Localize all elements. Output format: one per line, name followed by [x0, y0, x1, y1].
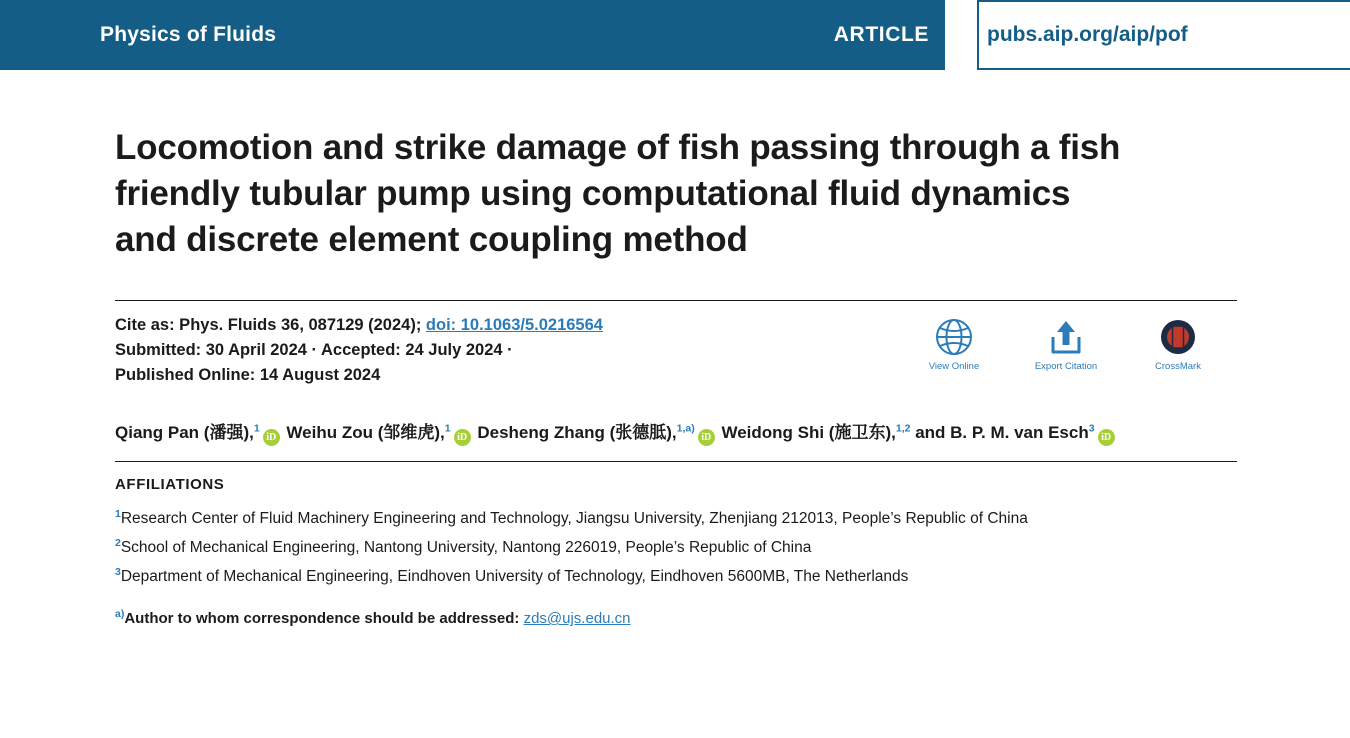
- export-citation-action[interactable]: [1029, 315, 1103, 373]
- affiliations-heading: AFFILIATIONS: [115, 475, 225, 493]
- affiliation-text: Department of Mechanical Engineering, Eindhoven University of Technology, Eindhoven 5600MB, The Netherlands: [120, 568, 909, 586]
- author-affil-marker: 1,2: [895, 422, 911, 434]
- affiliation-number: 2: [115, 536, 121, 549]
- divider-authors: [115, 461, 1237, 462]
- citation-pages: , 087129 (2024);: [299, 316, 426, 334]
- crossmark-action[interactable]: [1141, 315, 1215, 373]
- doi-link[interactable]: doi: 10.1063/5.0216564: [425, 316, 603, 334]
- affiliation-number: 3: [115, 565, 121, 578]
- crossmark-label: CrossMark: [1155, 361, 1201, 372]
- orcid-icon[interactable]: iD: [698, 429, 715, 446]
- orcid-icon[interactable]: iD: [454, 429, 471, 446]
- author-name[interactable]: Desheng Zhang (张德胝),: [477, 422, 677, 442]
- citation-line-3: Published Online: 14 August 2024: [115, 366, 381, 384]
- author-name[interactable]: Weidong Shi (施卫东),: [721, 422, 896, 442]
- author-affil-marker: 1: [253, 422, 260, 434]
- author-name[interactable]: Qiang Pan (潘强),: [115, 422, 254, 442]
- citation-line-2: Submitted: 30 April 2024 · Accepted: 24 July 2024 ·: [115, 341, 513, 359]
- correspondence-note: [115, 608, 1237, 627]
- crossmark-icon: [1141, 315, 1215, 359]
- publisher-url-box[interactable]: [977, 0, 1350, 70]
- citation-row: [115, 313, 1237, 388]
- orcid-icon[interactable]: iD: [263, 429, 280, 446]
- author-affil-marker: 1: [444, 422, 451, 434]
- citation-volume: 36: [280, 316, 300, 334]
- orcid-icon[interactable]: iD: [1098, 429, 1115, 446]
- affiliation-number: 1: [115, 507, 121, 520]
- affiliation-text: School of Mechanical Engineering, Nantong University, Nantong 226019, People’s Republic of China: [120, 538, 812, 556]
- author-entry[interactable]: [721, 423, 910, 442]
- export-citation-icon: [1029, 315, 1103, 359]
- globe-icon: [917, 315, 991, 359]
- author-entry[interactable]: [477, 423, 694, 442]
- author-affil-marker: 1,a): [676, 422, 695, 434]
- article-actions: [917, 315, 1237, 373]
- author-name[interactable]: and B. P. M. van Esch: [915, 422, 1089, 442]
- divider-top: [115, 300, 1237, 301]
- article-type-label: ARTICLE: [833, 23, 929, 46]
- journal-name: Physics of Fluids: [100, 23, 277, 46]
- correspondence-email-link[interactable]: zds@ujs.edu.cn: [523, 610, 631, 628]
- citation-line-1: [115, 313, 603, 338]
- export-citation-label: Export Citation: [1034, 361, 1098, 372]
- view-online-label: View Online: [928, 361, 980, 372]
- author-affil-marker: 3: [1088, 422, 1095, 434]
- view-online-action[interactable]: [917, 315, 991, 373]
- article-front-matter: [115, 125, 1237, 627]
- affiliation-item: [115, 531, 1237, 560]
- author-list: [115, 414, 1237, 447]
- correspondence-marker: a): [115, 608, 125, 621]
- journal-header-band: [0, 0, 945, 70]
- affiliation-item: [115, 560, 1237, 589]
- author-entry[interactable]: [115, 423, 260, 442]
- affiliation-text: Research Center of Fluid Machinery Engineering and Technology, Jiangsu University, Zhenjiang 212013, People’s Republic of China: [120, 509, 1028, 527]
- correspondence-text: Author to whom correspondence should be addressed:: [124, 610, 524, 628]
- author-entry[interactable]: [286, 423, 450, 442]
- citation-block: [115, 313, 603, 388]
- citation-prefix: Cite as: Phys. Fluids: [115, 316, 281, 334]
- page-header: [0, 0, 1350, 72]
- author-name[interactable]: Weihu Zou (邹维虎),: [286, 422, 445, 442]
- affiliation-item: [115, 502, 1237, 531]
- publisher-url[interactable]: pubs.aip.org/aip/pof: [987, 23, 1188, 46]
- author-entry[interactable]: [915, 423, 1094, 442]
- affiliations-list: [115, 502, 1237, 589]
- page-title: Locomotion and strike damage of fish passing through a fish friendly tubular pump using computational fluid dynamics and discrete element coupling method: [115, 128, 1121, 259]
